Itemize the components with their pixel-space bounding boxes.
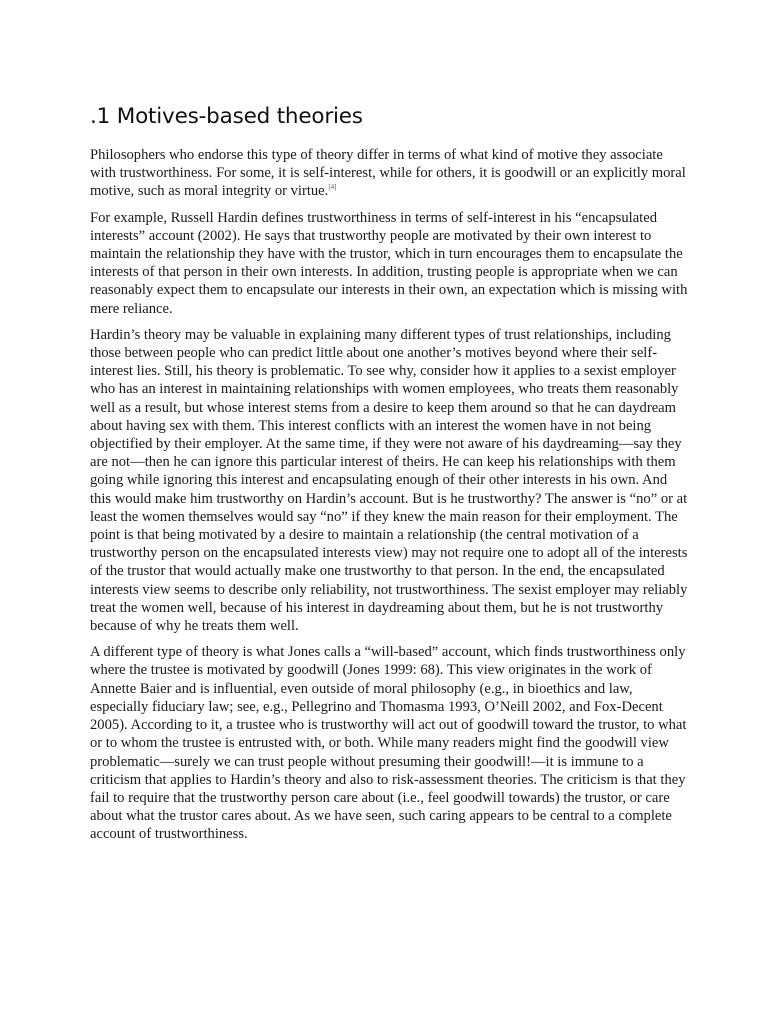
document-page xyxy=(90,104,690,852)
paragraph-1 xyxy=(90,146,690,201)
paragraph-4: A different type of theory is what Jones calls a “will-based” account, which finds trustworthiness only where the trustee is motivated by goodwill (Jones 1999: 68). This view originates in the work of Annette Baier and is influential, even outside of moral philosophy (e.g., in bioethics and law, especially fiduciary law; see, e.g., Pellegrino and Thomasma 1993, O’Neill 2002, and Fox-Decent 2005). According to it, a trustee who is trustworthy will act out of goodwill toward the trustor, to what or to whom the trustee is entrusted with, or both. While many readers might find the goodwill view problematic—surely we can trust people without presuming their goodwill!—it is immune to a criticism that applies to Hardin’s theory and also to risk-assessment theories. The criticism is that they fail to require that the trustworthy person care about (i.e., feel goodwill towards) the trustor, or care about what the trustor cares about. As we have seen, such caring appears to be central to a complete account of trustworthiness. xyxy=(90,644,687,843)
footnote-link[interactable]: [4] xyxy=(328,183,337,192)
section-heading: .1 Motives-based theories xyxy=(90,104,363,129)
paragraph-3: Hardin’s theory may be valuable in explaining many different types of trust relationships, including those between people who can predict little about one another’s motives beyond where their self-interest lies. Still, his theory is problematic. To see why, consider how it applies to a sexist employer who has an interest in maintaining relationships with women employees, who treats them reasonably well as a result, but whose interest stems from a desire to keep them around so that he can daydream about having sex with them. This interest conflicts with an interest the women have in not being objectified by their employer. At the same time, if they were not aware of his daydreaming—say they are not—then he can ignore this particular interest of theirs. He can keep his relationships with them going while ignoring this interest and encapsulating enough of their other interests in his own. And this would make him trustworthy on Hardin’s account. But is he trustworthy? The answer is “no” or at least the women themselves would say “no” if they knew the main reason for their employment. The point is that being motivated by a desire to maintain a relationship (the central motivation of a trustworthy person on the encapsulated interests view) may not require one to adopt all of the interests of the trustor that would actually make one trustworthy to that person. In the end, the encapsulated interests view seems to describe only reliability, not trustworthiness. The sexist employer may reliably treat the women well, because of his interest in daydreaming about them, but he is not trustworthy because of why he treats them well. xyxy=(90,326,688,635)
paragraph-text: Philosophers who endorse this type of theory differ in terms of what kind of motive they associate with trustworthiness. For some, it is self-interest, while for others, it is goodwill or an explicitly moral motive, such as moral integrity or virtue. xyxy=(90,147,686,200)
paragraph-2: For example, Russell Hardin defines trustworthiness in terms of self-interest in his “encapsulated interests” account (2002). He says that trustworthy people are motivated by their own interest to maintain the relationship they have with the trustor, which in turn encourages them to encapsulate the interests of that person in their own interests. In addition, trusting people is appropriate when we can reasonably expect them to encapsulate our interests in their own, an expectation which is missing with mere reliance. xyxy=(90,209,688,317)
